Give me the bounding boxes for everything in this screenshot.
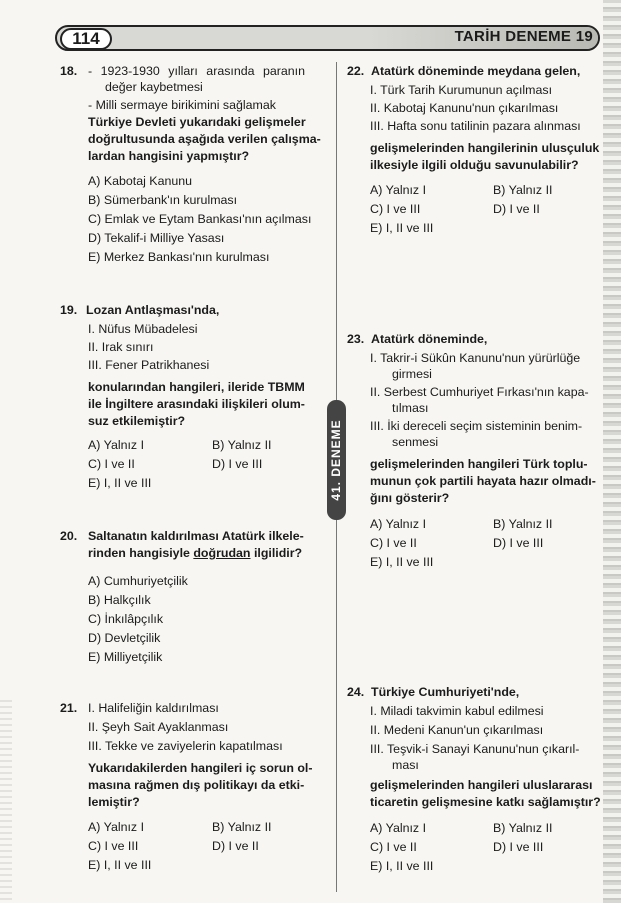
page-number: 114	[60, 28, 112, 50]
item-3: III. Tekke ve zaviyelerin kapatılması	[88, 739, 283, 753]
question-number: 21.	[60, 701, 78, 715]
option-d[interactable]: D) Devletçilik	[88, 631, 161, 645]
question-title: Atatürk döneminde meydana gelen,	[371, 64, 581, 78]
option-e[interactable]: E) I, II ve III	[88, 476, 152, 490]
bullet-2: - Milli sermaye birikimini sağlamak	[88, 98, 276, 112]
option-c[interactable]: C) I ve II	[370, 536, 417, 550]
item-1: I. Nüfus Mübadelesi	[88, 322, 198, 336]
option-e[interactable]: E) I, II ve III	[370, 859, 434, 873]
option-a[interactable]: A) Yalnız I	[88, 438, 145, 452]
stem-line: ğını gösterir?	[370, 491, 450, 505]
option-d[interactable]: D) I ve III	[493, 840, 544, 854]
stem-line: ilkesiyle ilgili olduğu savunulabilir?	[370, 158, 579, 172]
option-e[interactable]: E) Milliyetçilik	[88, 650, 163, 664]
option-c[interactable]: C) I ve II	[370, 840, 417, 854]
item-3-cont: ması	[392, 758, 419, 772]
option-b[interactable]: B) Yalnız II	[493, 517, 553, 531]
item-3: III. Fener Patrikhanesi	[88, 358, 210, 372]
option-a[interactable]: A) Yalnız I	[370, 517, 427, 531]
option-d[interactable]: D) I ve III	[212, 457, 263, 471]
option-e[interactable]: E) I, II ve III	[370, 221, 434, 235]
stem-part: ilgilidir?	[250, 546, 303, 560]
item-3: III. İki dereceli seçim sisteminin benim-	[370, 419, 583, 433]
item-2: II. Irak sınırı	[88, 340, 154, 354]
option-b[interactable]: B) Yalnız II	[212, 438, 272, 452]
question-number: 20.	[60, 529, 78, 543]
option-d[interactable]: D) I ve III	[493, 536, 544, 550]
stem-line: Türkiye Devleti yukarıdaki gelişmeler	[88, 115, 306, 129]
stem-line: gelişmelerinden hangilerinin ulusçuluk	[370, 141, 600, 155]
stem-underlined-word: doğrudan	[193, 546, 251, 560]
stem-line: Saltanatın kaldırılması Atatürk ilkele-	[88, 529, 304, 543]
question-number: 23.	[347, 332, 365, 346]
option-c[interactable]: C) I ve III	[88, 839, 139, 853]
stem-line: ticaretin gelişmesine katkı sağlamıştır?	[370, 795, 601, 809]
item-3-cont: senmesi	[392, 435, 439, 449]
page-edge-shadow	[603, 0, 621, 903]
option-a[interactable]: A) Yalnız I	[370, 821, 427, 835]
option-b[interactable]: B) Yalnız II	[493, 821, 553, 835]
option-a[interactable]: A) Cumhuriyetçilik	[88, 574, 188, 588]
stem-line: masına rağmen dış politikayı da etki-	[88, 778, 305, 792]
option-b[interactable]: B) Halkçılık	[88, 593, 151, 607]
question-number: 24.	[347, 685, 365, 699]
bullet-1: - 1923-1930 yılları arasında paranın	[88, 64, 305, 78]
option-e[interactable]: E) I, II ve III	[370, 555, 434, 569]
stem-line: munun çok partili hayata hazır olmadı-	[370, 474, 596, 488]
stem-part: rinden hangisiyle	[88, 546, 194, 560]
item-3: III. Hafta sonu tatilinin pazara alınması	[370, 119, 581, 133]
item-2: II. Serbest Cumhuriyet Fırkası'nın kapa-	[370, 385, 589, 399]
option-c[interactable]: C) I ve II	[88, 457, 135, 471]
bullet-1-cont: değer kaybetmesi	[105, 80, 203, 94]
stem-line: gelişmelerinden hangileri uluslararası	[370, 778, 593, 792]
option-c[interactable]: C) Emlak ve Eytam Bankası'nın açılması	[88, 212, 312, 226]
stem-line	[88, 545, 302, 562]
stem-line: lemiştir?	[88, 795, 140, 809]
question-title: Lozan Antlaşması'nda,	[86, 303, 220, 317]
stem-line: Yukarıdakilerden hangileri iç sorun ol-	[88, 761, 313, 775]
item-1: I. Türk Tarih Kurumunun açılması	[370, 83, 553, 97]
question-number: 19.	[60, 303, 78, 317]
item-2: II. Medeni Kanun'un çıkarılması	[370, 723, 544, 737]
stem-line: gelişmelerinden hangileri Türk toplu-	[370, 457, 588, 471]
option-a[interactable]: A) Yalnız I	[88, 820, 145, 834]
option-c[interactable]: C) İnkılâpçılık	[88, 612, 164, 626]
option-d[interactable]: D) Tekalif-i Milliye Yasası	[88, 231, 225, 245]
item-2: II. Kabotaj Kanunu'nun çıkarılması	[370, 101, 559, 115]
option-c[interactable]: C) I ve III	[370, 202, 421, 216]
header-title: TARİH DENEME 19	[454, 28, 593, 45]
item-3: III. Teşvik-i Sanayi Kanunu'nun çıkarıl-	[370, 742, 580, 756]
item-1-cont: girmesi	[392, 367, 432, 381]
side-tab-label: 41. DENEME	[329, 419, 343, 501]
item-2-cont: tılması	[392, 401, 429, 415]
option-a[interactable]: A) Yalnız I	[370, 183, 427, 197]
question-number: 18.	[60, 64, 78, 78]
item-1: I. Miladi takvimin kabul edilmesi	[370, 704, 544, 718]
item-1: I. Takrir-i Sükûn Kanunu'nun yürürlüğe	[370, 351, 581, 365]
option-b[interactable]: B) Yalnız II	[212, 820, 272, 834]
stem-line: suz etkilemiştir?	[88, 414, 186, 428]
option-e[interactable]: E) I, II ve III	[88, 858, 152, 872]
option-d[interactable]: D) I ve II	[493, 202, 540, 216]
page-left-edge-shadow	[0, 700, 12, 900]
option-a[interactable]: A) Kabotaj Kanunu	[88, 174, 193, 188]
stem-line: doğrultusunda aşağıda verilen çalışma-	[88, 132, 321, 146]
option-e[interactable]: E) Merkez Bankası'nın kurulması	[88, 250, 270, 264]
stem-line: konularından hangileri, ileride TBMM	[88, 380, 305, 394]
item-2: II. Şeyh Sait Ayaklanması	[88, 720, 229, 734]
item-1: I. Halifeliğin kaldırılması	[88, 701, 219, 715]
stem-line: ile İngiltere arasındaki ilişkileri olum-	[88, 397, 305, 411]
stem-line: lardan hangisini yapmıştır?	[88, 149, 250, 163]
question-title: Türkiye Cumhuriyeti'nde,	[371, 685, 520, 699]
question-title: Atatürk döneminde,	[371, 332, 488, 346]
option-b[interactable]: B) Yalnız II	[493, 183, 553, 197]
option-d[interactable]: D) I ve II	[212, 839, 259, 853]
option-b[interactable]: B) Sümerbank'ın kurulması	[88, 193, 238, 207]
question-number: 22.	[347, 64, 365, 78]
